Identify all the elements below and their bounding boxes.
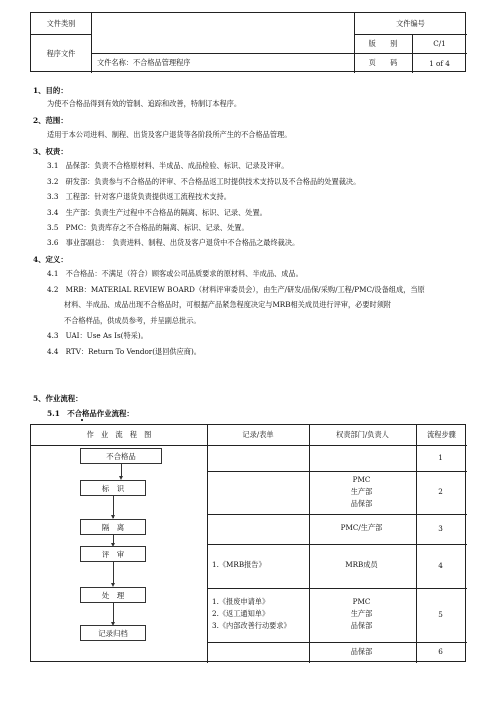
- record-form-name: 3.《内部改善行动要求》: [212, 621, 291, 630]
- department-name: PMC: [352, 597, 371, 606]
- header-department: 权责部门/负责人: [336, 430, 389, 439]
- version-label: 版 别: [368, 38, 398, 48]
- header-flow-chart: 作 业 流 程 图: [86, 430, 152, 439]
- step-number: 3: [438, 523, 443, 533]
- flow-box-identify: 标 识: [80, 480, 146, 496]
- department-name: 品保部: [350, 498, 373, 508]
- definition-item: 4.1 不合格品：不满足（符合）顾客或公司品质要求的原材料、半成品、成品。: [47, 269, 303, 278]
- definition-item: 4.3 UAI：Use As Is(特采)。: [47, 331, 148, 340]
- department-name: 生产部: [350, 486, 373, 496]
- step-number: 5: [438, 609, 443, 619]
- subsection-flow-title: 5.1 不合格品作业流程：: [47, 409, 134, 418]
- step-number: 2: [438, 487, 443, 496]
- definition-item-continued: 不合格样品，供成员参考，并呈副总批示。: [64, 316, 201, 325]
- department-cell: [308, 587, 415, 641]
- responsibility-item: 3.3 工程部：针对客户退货负责提供返工流程技术支持。: [47, 192, 231, 201]
- flow-box-isolate: 隔 离: [80, 519, 146, 535]
- record-cell: [206, 587, 308, 641]
- doc-type-label: 文件类别: [46, 18, 76, 28]
- section-process-title: 5、作业流程：: [33, 394, 83, 403]
- record-form-name: 1.《报废申请单》: [212, 597, 270, 606]
- responsibility-item: 3.4 生产部：负责生产过程中不合格品的隔离、标识、记录、处置。: [47, 208, 267, 217]
- definition-item: 4.2 MRB：MATERIAL REVIEW BOARD（材料评审委员会），由生产/研发/品保/采购/工程/PMC/设备组成，当原: [47, 285, 425, 294]
- document-header-table: [30, 12, 466, 72]
- section-scope-title: 2、范围：: [33, 116, 68, 125]
- page-label: 页 码: [368, 58, 398, 67]
- flow-box-archive: 记录归档: [80, 625, 146, 641]
- header-record-form: 记录/表单: [242, 430, 274, 439]
- flow-box-review: 评 审: [80, 546, 146, 562]
- record-form-name: 1.《MRB报告》: [212, 560, 266, 569]
- definition-item: 4.4 RTV：Return To Vendor(退回供应商)。: [47, 347, 201, 356]
- responsibility-item: 3.5 PMC：负责库存之不合格品的隔离、标识、记录、处置。: [47, 223, 249, 232]
- step-number: 1: [438, 452, 443, 462]
- flow-box-nonconforming: 不合格品: [80, 448, 162, 464]
- definition-item-continued: 材料、半成品、成品出现不合格品时，可根据产品紧急程度决定与MRB相关成员进行评审，必要时须附: [64, 300, 392, 309]
- department-cell: 品保部: [350, 646, 373, 656]
- department-name: PMC: [352, 474, 371, 484]
- section-responsibility-title: 3、权责：: [33, 147, 68, 156]
- flow-box-handle: 处 理: [80, 587, 146, 603]
- header-step: 流程步骤: [427, 430, 456, 439]
- section-definition-title: 4、定义：: [33, 255, 68, 264]
- department-cell: PMC/生产部: [340, 523, 383, 532]
- responsibility-item: 3.2 研发部：负责参与不合格品的评审、不合格品返工时提供技术支持以及不合格品的处置裁决。: [47, 177, 361, 186]
- department-cell: [308, 470, 415, 513]
- department-name: 品保部: [350, 621, 373, 630]
- file-name: [91, 53, 354, 73]
- flow-arrow: [113, 603, 114, 624]
- page-value: 1 of 4: [429, 58, 450, 68]
- doc-type-value: 程序文件: [46, 48, 76, 58]
- section-purpose-title: 1、目的：: [33, 86, 68, 95]
- step-number: 6: [438, 647, 443, 656]
- responsibility-item: 3.1 品保部：负责不合格原材料、半成品、成品检验、标识、记录及评审。: [47, 161, 289, 170]
- section-purpose-text: 为使不合格品得到有效的管制、追踪和改善，特制订本程序。: [47, 99, 242, 108]
- flow-arrow: [113, 562, 114, 585]
- record-form-name: 2.《返工通知单》: [212, 609, 270, 618]
- doc-number-label: 文件编号: [396, 18, 425, 28]
- step-number: 4: [438, 560, 443, 570]
- version-value: C/1: [433, 39, 446, 48]
- file-name-text: 文件名称：不合格品管理程序: [97, 58, 191, 67]
- department-name: 生产部: [350, 609, 373, 618]
- department-cell: MRB成员: [345, 560, 378, 569]
- section-scope-text: 适用于本公司进料、制程、出货及客户退货等各阶段所产生的不合格品管理。: [47, 130, 292, 139]
- record-cell: [206, 543, 308, 587]
- responsibility-item: 3.6 事业部副总： 负责进料、制程、出货及客户退货中不合格品之最终裁决。: [47, 238, 300, 247]
